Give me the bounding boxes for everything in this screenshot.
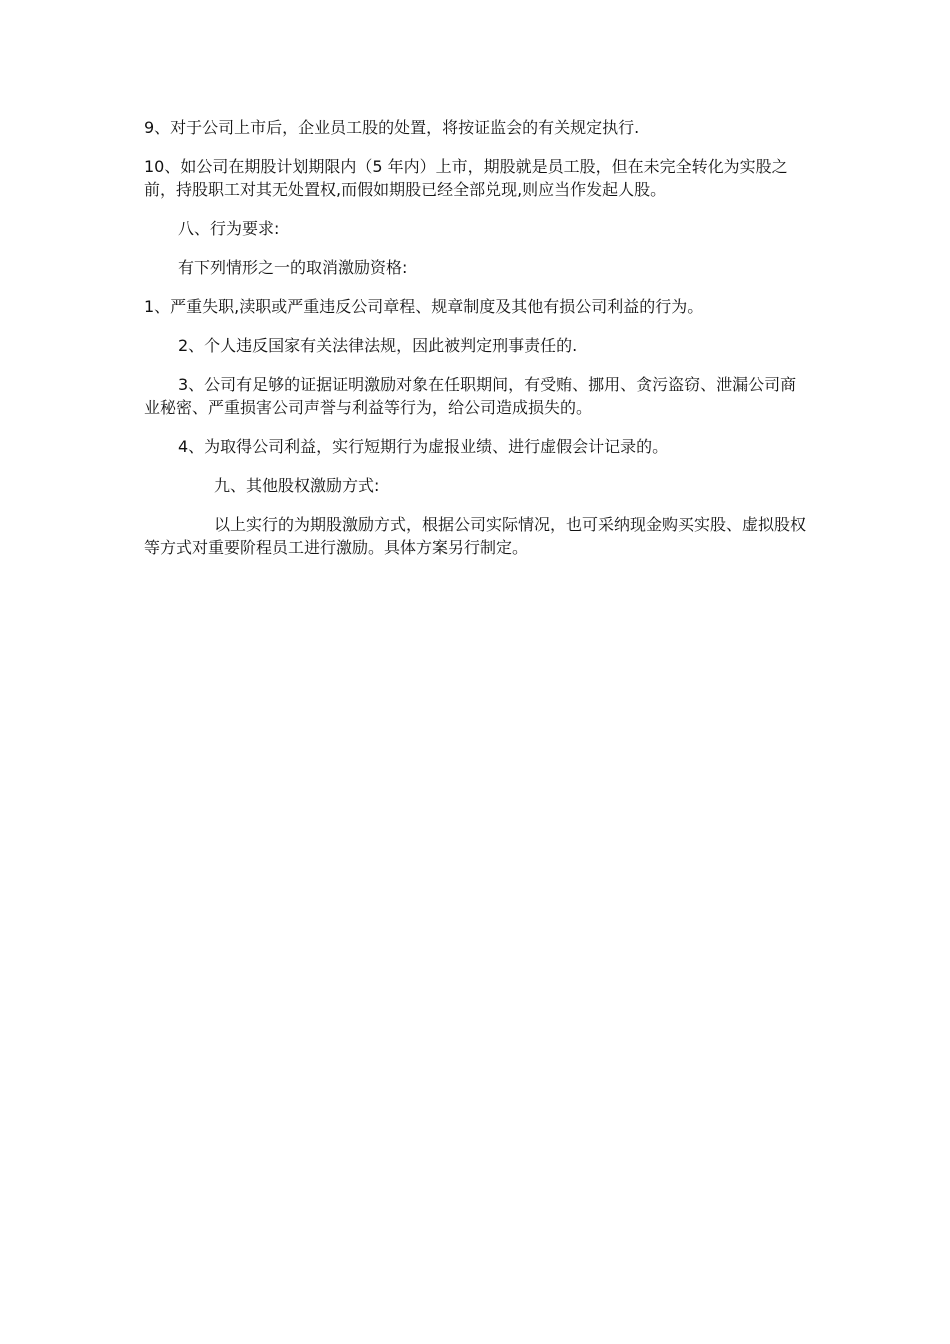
other-incentive-methods: 以上实行的为期股激励方式，根据公司实际情况，也可采纳现金购买实股、虚拟股权等方式对重要阶程员工进行激励。具体方案另行制定。 (144, 515, 807, 557)
paragraph-item-9: 9、对于公司上市后，企业员工股的处置，将按证监会的有关规定执行. (144, 118, 640, 137)
cancel-condition-2: 2、个人违反国家有关法律法规，因此被判定刑事责任的. (178, 336, 578, 355)
cancel-conditions-intro: 有下列情形之一的取消激励资格: (178, 258, 408, 277)
document-body (144, 116, 810, 575)
cancel-condition-1: 1、严重失职,渎职或严重违反公司章程、规章制度及其他有损公司利益的行为。 (144, 297, 704, 316)
section-heading-9: 九、其他股权激励方式: (214, 476, 380, 495)
cancel-condition-3: 3、公司有足够的证据证明激励对象在任职期间，有受贿、挪用、贪污盗窃、泄漏公司商业秘密、严重损害公司声誉与利益等行为，给公司造成损失的。 (144, 375, 797, 417)
cancel-condition-4: 4、为取得公司利益，实行短期行为虚报业绩、进行虚假会计记录的。 (178, 437, 669, 456)
section-heading-8: 八、行为要求: (178, 219, 280, 238)
paragraph-item-10: 10、如公司在期股计划期限内（5 年内）上市，期股就是员工股，但在未完全转化为实股之前，持股职工对其无处置权,而假如期股已经全部兑现,则应当作发起人股。 (144, 157, 788, 199)
